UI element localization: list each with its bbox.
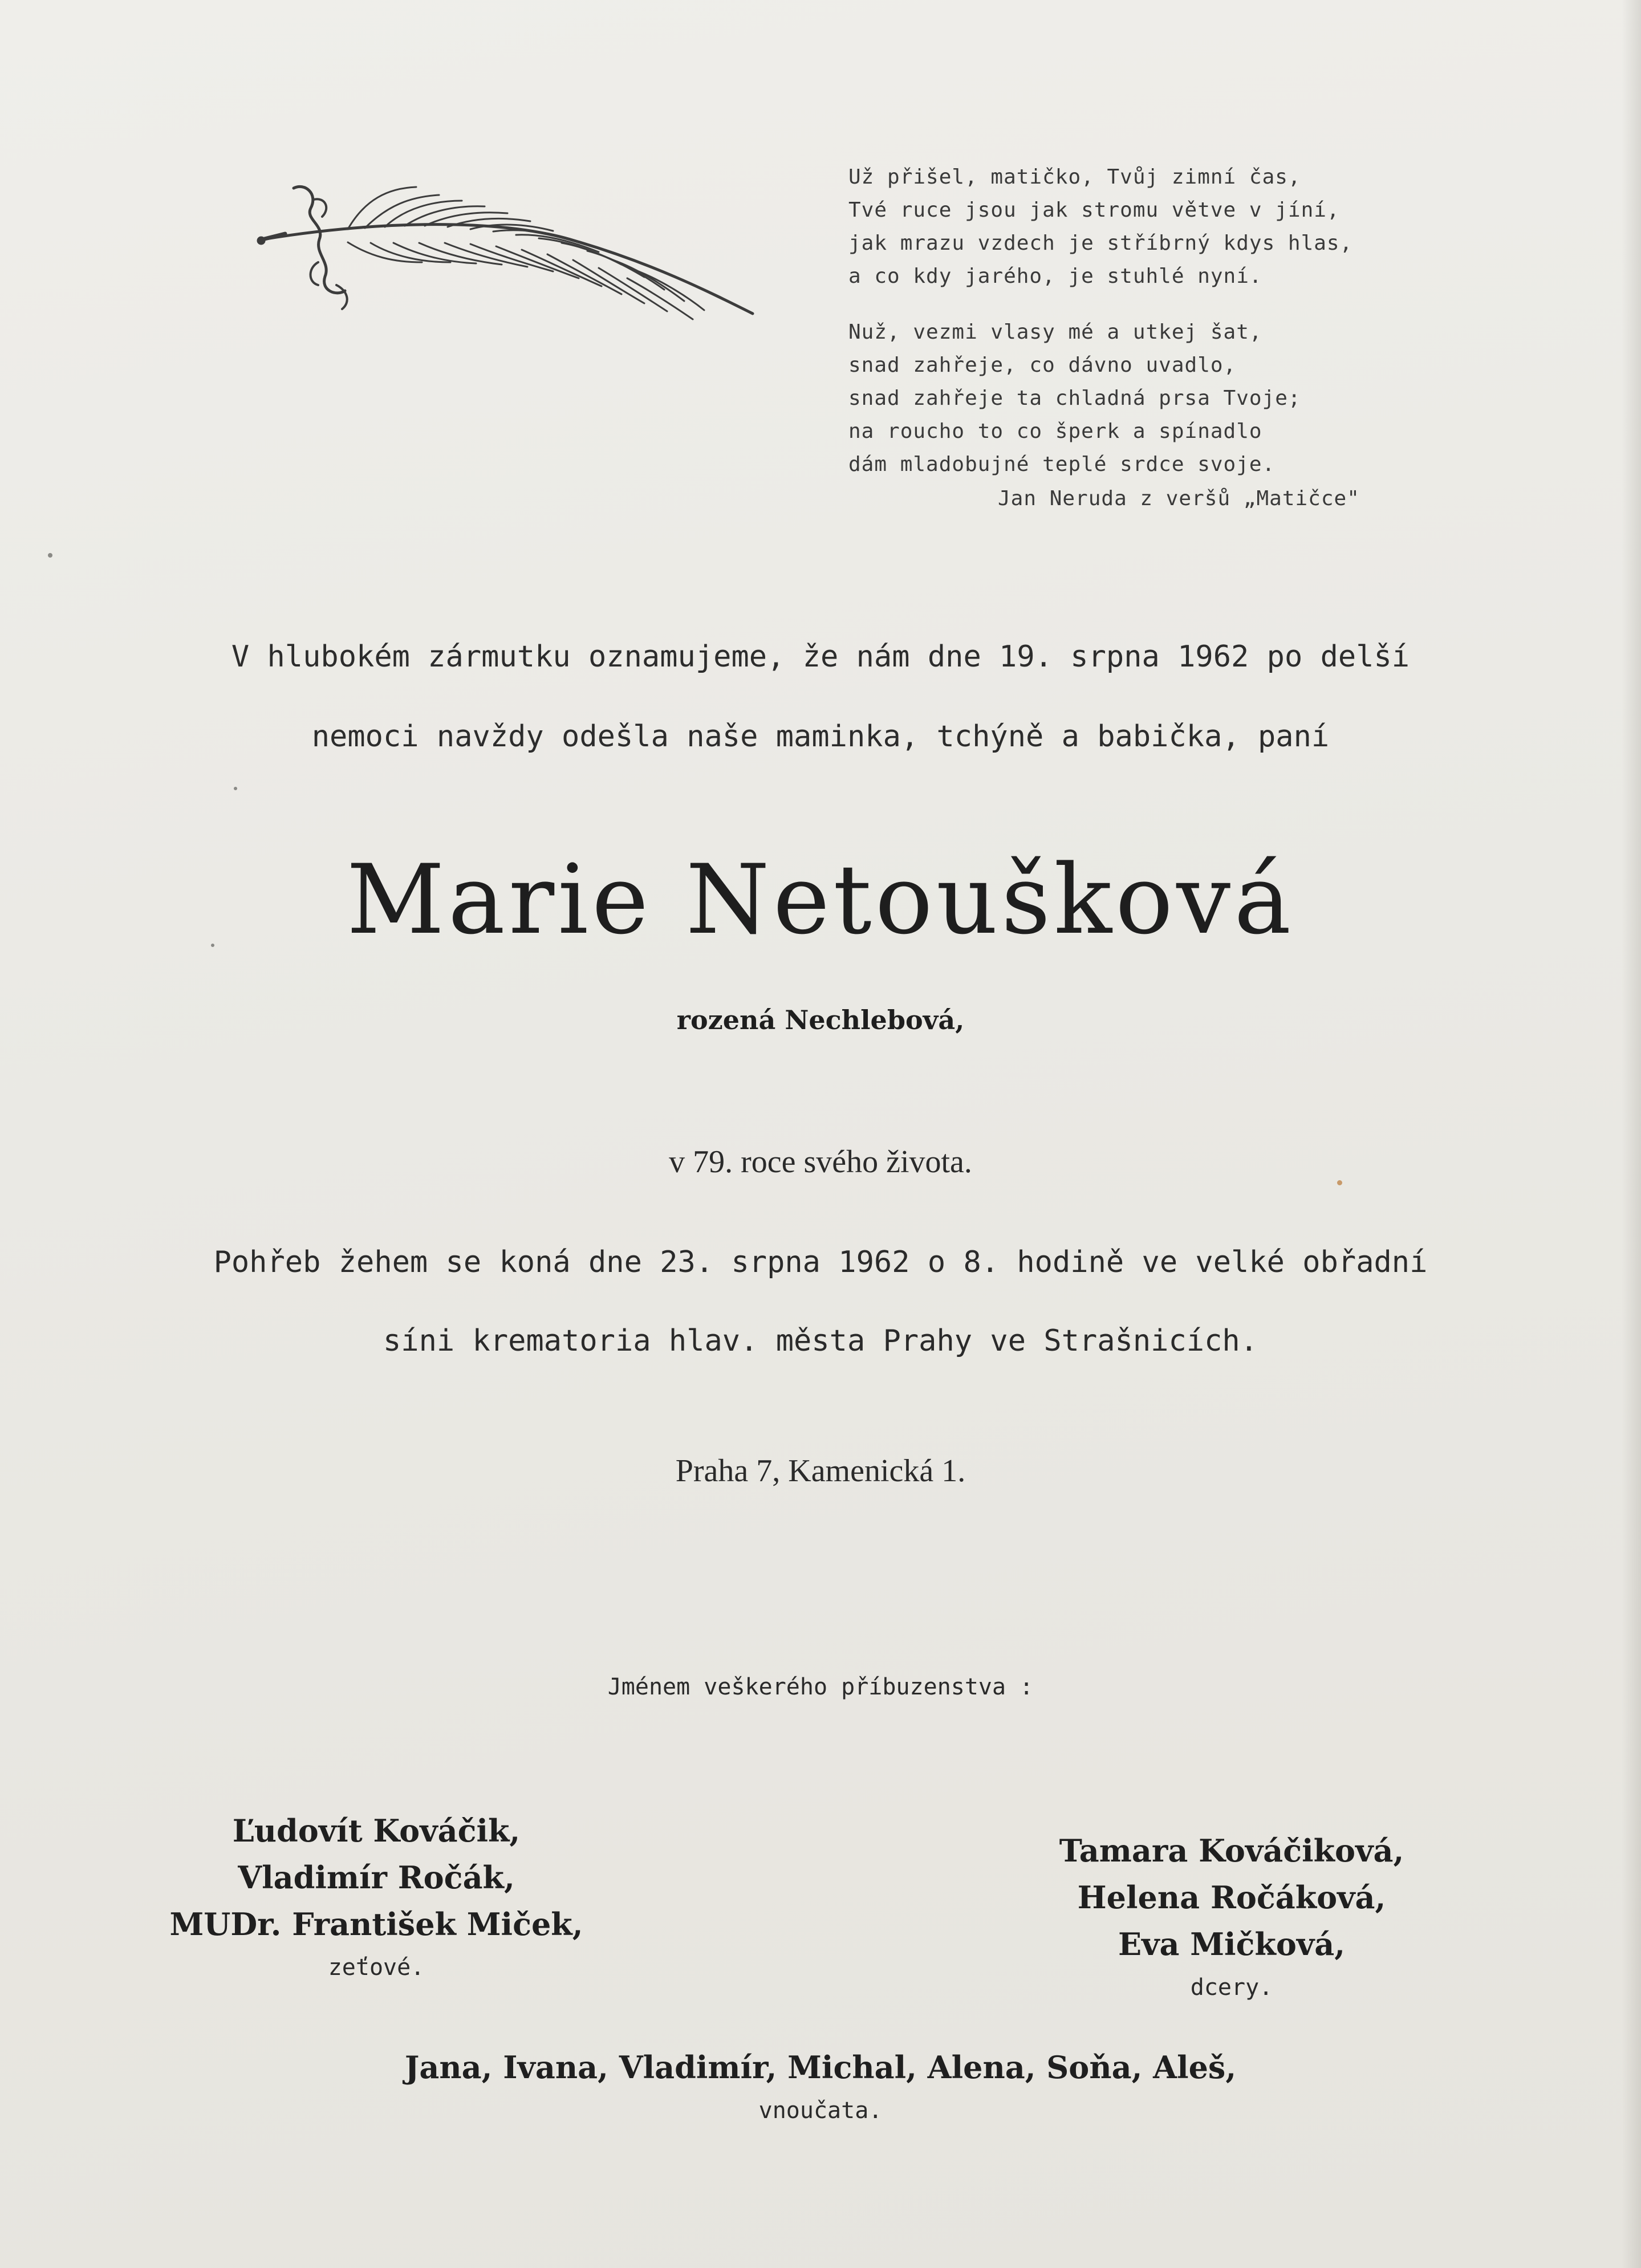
paper-speck: [234, 787, 237, 790]
funeral-line-2: síni krematoria hlav. města Prahy ve Strašnicích.: [383, 1324, 1258, 1358]
relative-name: Vladimír Ročák,: [238, 1859, 515, 1896]
poem-line: a co kdy jarého, je stuhlé nyní.: [848, 265, 1262, 288]
relation-label: dcery.: [1190, 1974, 1273, 2001]
relative-name: Helena Ročáková,: [1077, 1879, 1386, 1916]
poem-line: Nuž, vezmi vlasy mé a utkej šat,: [848, 320, 1262, 344]
poem-attribution: Jan Neruda z veršů „Matičce": [998, 487, 1360, 510]
poem-stanza-1: [848, 161, 1464, 293]
paper-edge-shadow: [1622, 0, 1641, 2268]
maiden-name: rozená Nechlebová,: [676, 1005, 965, 1035]
poem-line: jak mrazu vzdech je stříbrný kdys hlas,: [848, 231, 1353, 255]
relation-label: zeťové.: [328, 1954, 425, 1981]
relative-name: Tamara Kováčiková,: [1059, 1832, 1404, 1869]
poem-line: snad zahřeje ta chladná prsa Tvoje;: [848, 387, 1301, 410]
poem-line: snad zahřeje, co dávno uvadlo,: [848, 353, 1237, 377]
relative-name: Ľudovít Kováčik,: [232, 1812, 521, 1849]
poem-line: dám mladobujné teplé srdce svoje.: [848, 453, 1276, 476]
relative-name: Eva Mičková,: [1118, 1926, 1346, 1962]
announcement-line-1: V hlubokém zármutku oznamujeme, že nám dne 19. srpna 1962 po delší: [231, 640, 1410, 674]
paper-speck: [1337, 1180, 1342, 1185]
poem-stanza-2: [848, 316, 1464, 515]
on-behalf-line: Jménem veškerého příbuzenstva :: [607, 1674, 1034, 1700]
daughters-group: [1004, 1827, 1460, 2007]
deceased-name: Marie Netoušková: [346, 844, 1295, 956]
poem: [848, 161, 1464, 515]
poem-line: Tvé ruce jsou jak stromu větve v jíní,: [848, 198, 1340, 222]
age-line: v 79. roce svého života.: [669, 1144, 972, 1180]
grandchildren-names: Jana, Ivana, Vladimír, Michal, Alena, Soňa, Aleš,: [404, 2049, 1237, 2086]
relation-label: vnoučata.: [758, 2098, 883, 2124]
announcement-line-2: nemoci navždy odešla naše maminka, tchýně a babička, paní: [311, 720, 1330, 754]
palm-branch-icon: [251, 177, 764, 325]
sons-in-law-group: [154, 1807, 599, 1987]
funeral-line-1: Pohřeb žehem se koná dne 23. srpna 1962 o 8. hodině ve velké obřadní: [213, 1245, 1428, 1279]
address: Praha 7, Kamenická 1.: [675, 1453, 966, 1489]
poem-line: Už přišel, matičko, Tvůj zimní čas,: [848, 165, 1301, 189]
relative-name: MUDr. František Miček,: [169, 1906, 583, 1942]
paper-speck: [48, 553, 52, 558]
grandchildren-group: [0, 2044, 1641, 2131]
poem-line: na roucho to co šperk a spínadlo: [848, 420, 1262, 443]
